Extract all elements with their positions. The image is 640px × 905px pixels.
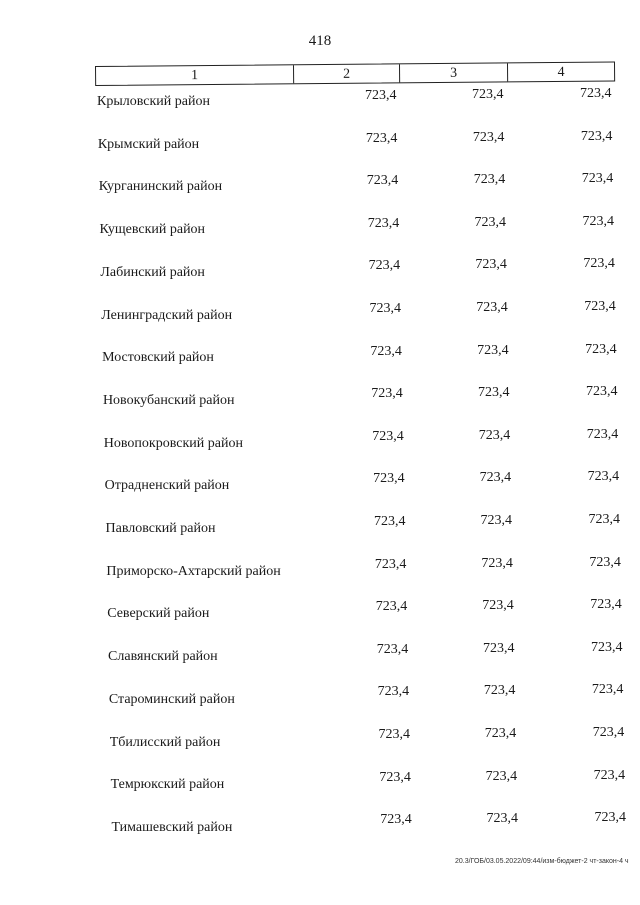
value-col-3: 723,4	[481, 555, 513, 571]
value-col-3: 723,4	[477, 342, 509, 358]
district-name: Курганинский район	[98, 179, 223, 195]
value-col-3: 723,4	[484, 726, 517, 741]
district-name: Новопокровский район	[103, 435, 243, 451]
value-col-3: 723,4	[475, 257, 507, 273]
table-row	[0, 725, 640, 753]
table-header	[95, 61, 615, 86]
table-row	[0, 256, 640, 283]
value-col-4: 723,4	[592, 725, 625, 740]
value-col-3: 723,4	[476, 300, 508, 315]
value-col-3: 723,4	[486, 811, 518, 827]
value-col-3: 723,4	[472, 129, 505, 145]
district-name: Крыловский район	[97, 94, 210, 109]
value-col-3: 723,4	[480, 513, 512, 528]
value-col-2: 723,4	[380, 812, 412, 828]
district-name: Тимашевский район	[111, 819, 233, 835]
value-col-3: 723,4	[473, 172, 506, 188]
header-col-3: 3	[400, 63, 508, 82]
value-col-3: 723,4	[482, 598, 514, 614]
value-col-3: 723,4	[477, 385, 510, 401]
header-col-2: 2	[294, 64, 400, 83]
value-col-4: 723,4	[581, 171, 614, 187]
district-name: Кущевский район	[99, 222, 206, 238]
value-col-4: 723,4	[585, 384, 618, 400]
table-row	[0, 299, 640, 326]
value-col-2: 723,4	[368, 258, 401, 274]
table-row	[0, 639, 640, 667]
table-row	[0, 682, 640, 710]
value-col-4: 723,4	[591, 639, 623, 655]
value-col-4: 723,4	[590, 597, 622, 613]
value-col-2: 723,4	[377, 684, 410, 700]
district-name: Ленинградский район	[101, 307, 233, 323]
value-col-2: 723,4	[370, 343, 402, 359]
value-col-2: 723,4	[379, 769, 411, 785]
table-row	[0, 512, 640, 539]
value-col-4: 723,4	[580, 128, 613, 144]
district-name: Лабинский район	[100, 264, 205, 280]
value-col-4: 723,4	[591, 682, 624, 698]
value-col-3: 723,4	[485, 768, 518, 784]
value-col-2: 723,4	[367, 215, 400, 231]
value-col-4: 723,4	[583, 256, 615, 272]
header-col-1: 1	[96, 65, 294, 85]
table-row	[0, 384, 640, 411]
table-row	[0, 128, 640, 155]
value-col-4: 723,4	[589, 554, 621, 570]
value-col-4: 723,4	[587, 469, 620, 485]
value-col-2: 723,4	[374, 556, 407, 572]
value-col-3: 723,4	[472, 87, 504, 102]
value-col-2: 723,4	[378, 727, 410, 742]
value-col-3: 723,4	[483, 640, 515, 656]
table-row	[0, 213, 640, 240]
value-col-4: 723,4	[584, 299, 616, 314]
district-name: Отрадненский район	[104, 478, 230, 494]
district-name: Тбилисский район	[109, 734, 221, 750]
table-row	[0, 597, 640, 624]
table-row	[0, 426, 640, 454]
district-name: Приморско-Ахтарский район	[106, 563, 281, 579]
district-name: Северский район	[107, 606, 210, 622]
table-row	[0, 469, 640, 496]
value-col-3: 723,4	[479, 470, 512, 486]
value-col-3: 723,4	[474, 214, 507, 230]
table-row	[0, 341, 640, 368]
value-col-2: 723,4	[369, 301, 401, 316]
table-row	[0, 554, 640, 582]
value-col-2: 723,4	[371, 386, 403, 402]
page-number: 418	[308, 33, 332, 49]
value-col-2: 723,4	[365, 88, 397, 103]
value-col-4: 723,4	[580, 86, 612, 101]
value-col-4: 723,4	[585, 341, 617, 357]
document-footer-code: 20.3/ГОБ/03.05.2022/09:44/изм-бюджет-2 чт-закон-4 ч	[455, 858, 629, 865]
value-col-4: 723,4	[588, 512, 620, 527]
district-name: Темрюкский район	[110, 777, 225, 793]
value-col-3: 723,4	[483, 683, 516, 699]
value-col-4: 723,4	[593, 767, 626, 783]
value-col-2: 723,4	[373, 471, 405, 487]
header-col-4: 4	[557, 64, 565, 80]
district-name: Павловский район	[105, 521, 216, 536]
table-row	[0, 767, 640, 795]
district-name: Староминский район	[108, 691, 235, 707]
value-col-3: 723,4	[478, 427, 511, 443]
value-col-2: 723,4	[372, 428, 404, 444]
value-col-4: 723,4	[582, 213, 615, 229]
district-name: Крымский район	[97, 136, 200, 152]
district-name: Славянский район	[108, 649, 218, 665]
value-col-2: 723,4	[374, 514, 406, 529]
value-col-4: 723,4	[586, 426, 619, 442]
table-row	[0, 88, 640, 112]
value-col-2: 723,4	[365, 130, 398, 146]
value-col-4: 723,4	[594, 810, 626, 826]
value-col-2: 723,4	[376, 641, 409, 657]
table-row	[0, 810, 640, 838]
value-col-2: 723,4	[366, 173, 399, 189]
value-col-2: 723,4	[375, 599, 408, 615]
table-row	[0, 173, 640, 197]
district-name: Мостовский район	[102, 350, 214, 366]
district-name: Новокубанский район	[102, 392, 235, 408]
